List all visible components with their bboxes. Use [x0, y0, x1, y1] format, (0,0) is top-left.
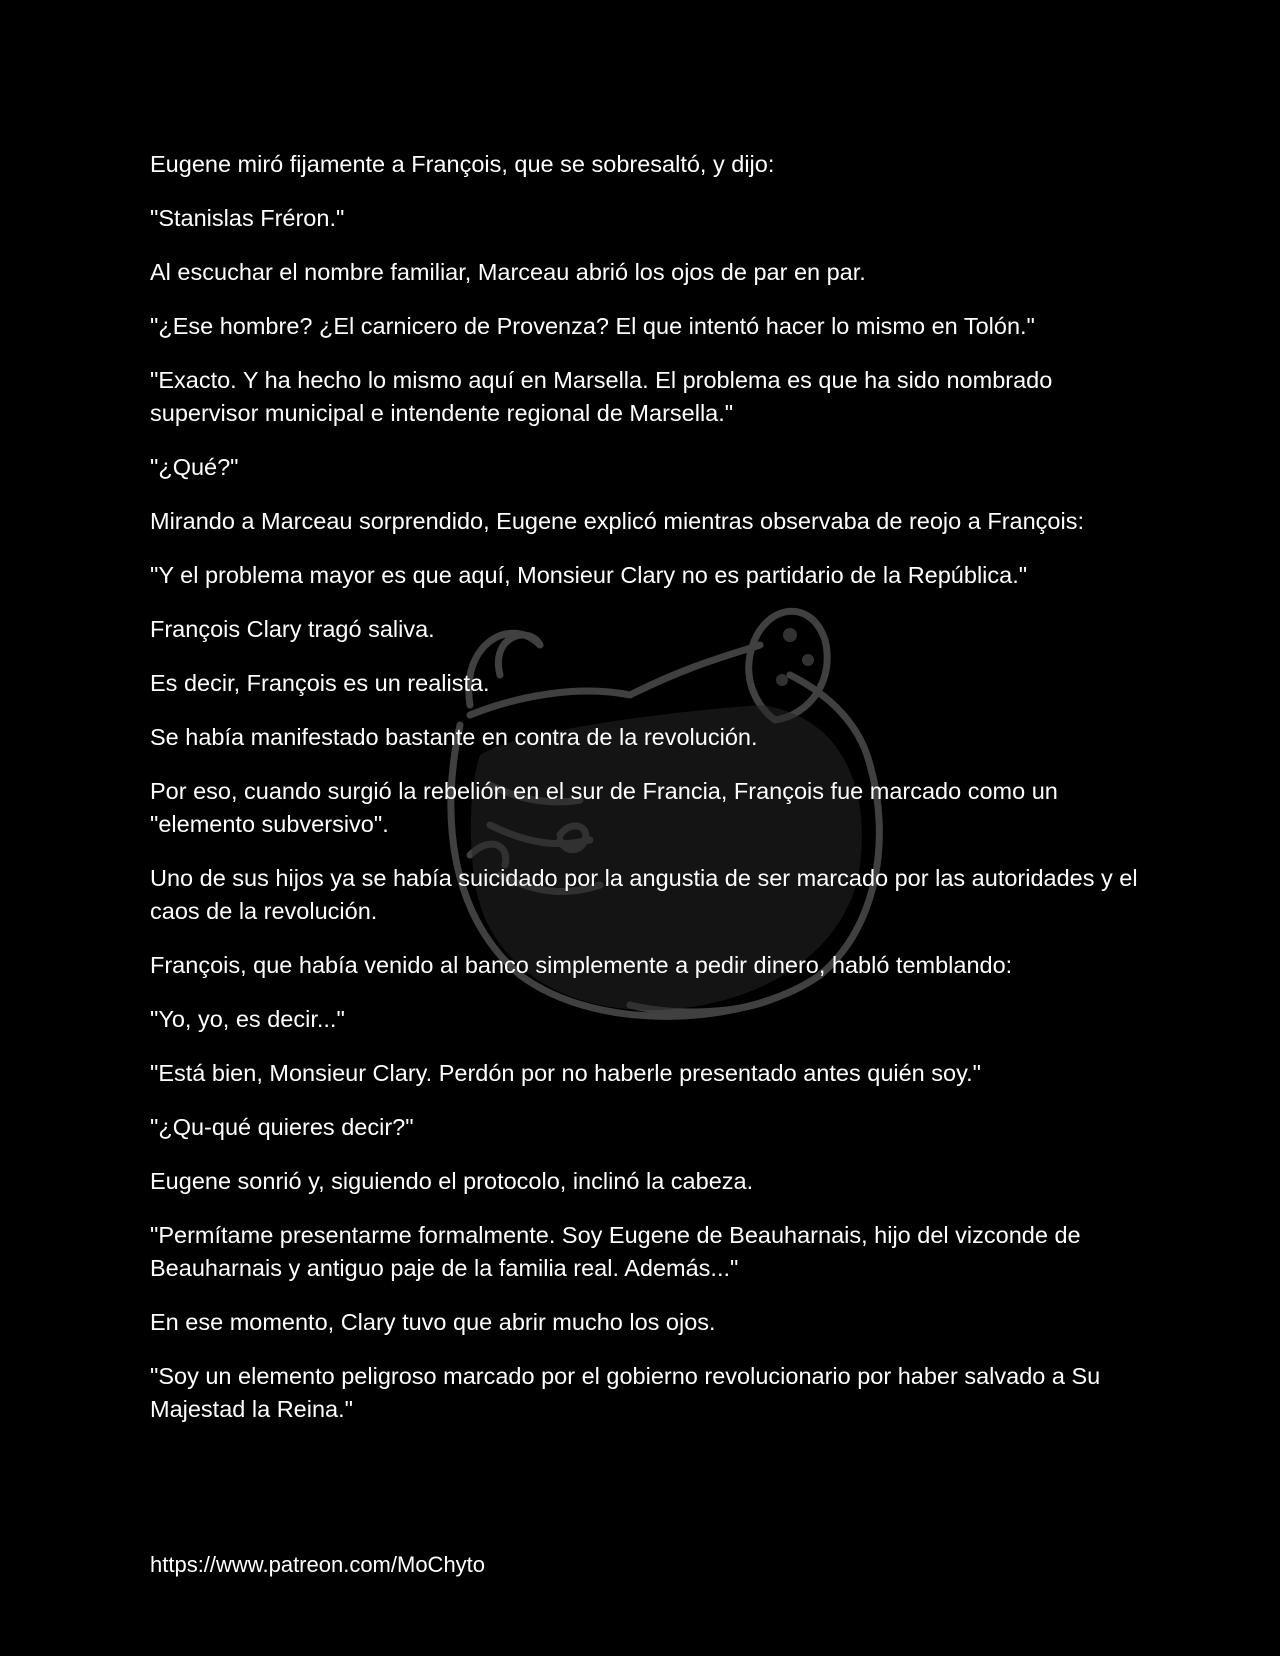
paragraph: François, que había venido al banco simplemente a pedir dinero, habló temblando:	[150, 952, 1013, 978]
paragraph: "Permítame presentarme formalmente. Soy Eugene de Beauharnais, hijo del vizconde de Beauharnais y antiguo paje de la familia real. Además..."	[150, 1222, 1081, 1281]
paragraph: Es decir, François es un realista.	[150, 670, 490, 696]
paragraph: "¿Ese hombre? ¿El carnicero de Provenza? El que intentó hacer lo mismo en Tolón."	[150, 313, 1035, 339]
paragraph: Uno de sus hijos ya se había suicidado por la angustia de ser marcado por las autoridades y el caos de la revolución.	[150, 865, 1138, 924]
paragraph: Al escuchar el nombre familiar, Marceau abrió los ojos de par en par.	[150, 259, 866, 285]
paragraph: "Está bien, Monsieur Clary. Perdón por no haberle presentado antes quién soy."	[150, 1060, 981, 1086]
paragraph: Por eso, cuando surgió la rebelión en el sur de Francia, François fue marcado como un "elemento subversivo".	[150, 778, 1058, 837]
paragraph: "Stanislas Fréron."	[150, 205, 345, 231]
paragraph: Eugene sonrió y, siguiendo el protocolo, inclinó la cabeza.	[150, 1168, 754, 1194]
paragraph: "Y el problema mayor es que aquí, Monsieur Clary no es partidario de la República."	[150, 562, 1028, 588]
paragraph: Eugene miró fijamente a François, que se sobresaltó, y dijo:	[150, 151, 775, 177]
paragraph: "Soy un elemento peligroso marcado por el gobierno revolucionario por haber salvado a Su Majestad la Reina."	[150, 1363, 1101, 1422]
paragraph: "Exacto. Y ha hecho lo mismo aquí en Marsella. El problema es que ha sido nombrado supervisor municipal e intendente regional de Marsella."	[150, 367, 1053, 426]
paragraph: "¿Qué?"	[150, 454, 239, 480]
paragraph: En ese momento, Clary tuvo que abrir mucho los ojos.	[150, 1309, 716, 1335]
patreon-link[interactable]: https://www.patreon.com/MoChyto	[150, 1552, 486, 1577]
paragraph: Mirando a Marceau sorprendido, Eugene explicó mientras observaba de reojo a François:	[150, 508, 1084, 534]
paragraph: Se había manifestado bastante en contra de la revolución.	[150, 724, 758, 750]
story-text	[150, 148, 1140, 1447]
paragraph: "Yo, yo, es decir..."	[150, 1006, 345, 1032]
paragraph: "¿Qu-qué quieres decir?"	[150, 1114, 414, 1140]
paragraph: François Clary tragó saliva.	[150, 616, 435, 642]
